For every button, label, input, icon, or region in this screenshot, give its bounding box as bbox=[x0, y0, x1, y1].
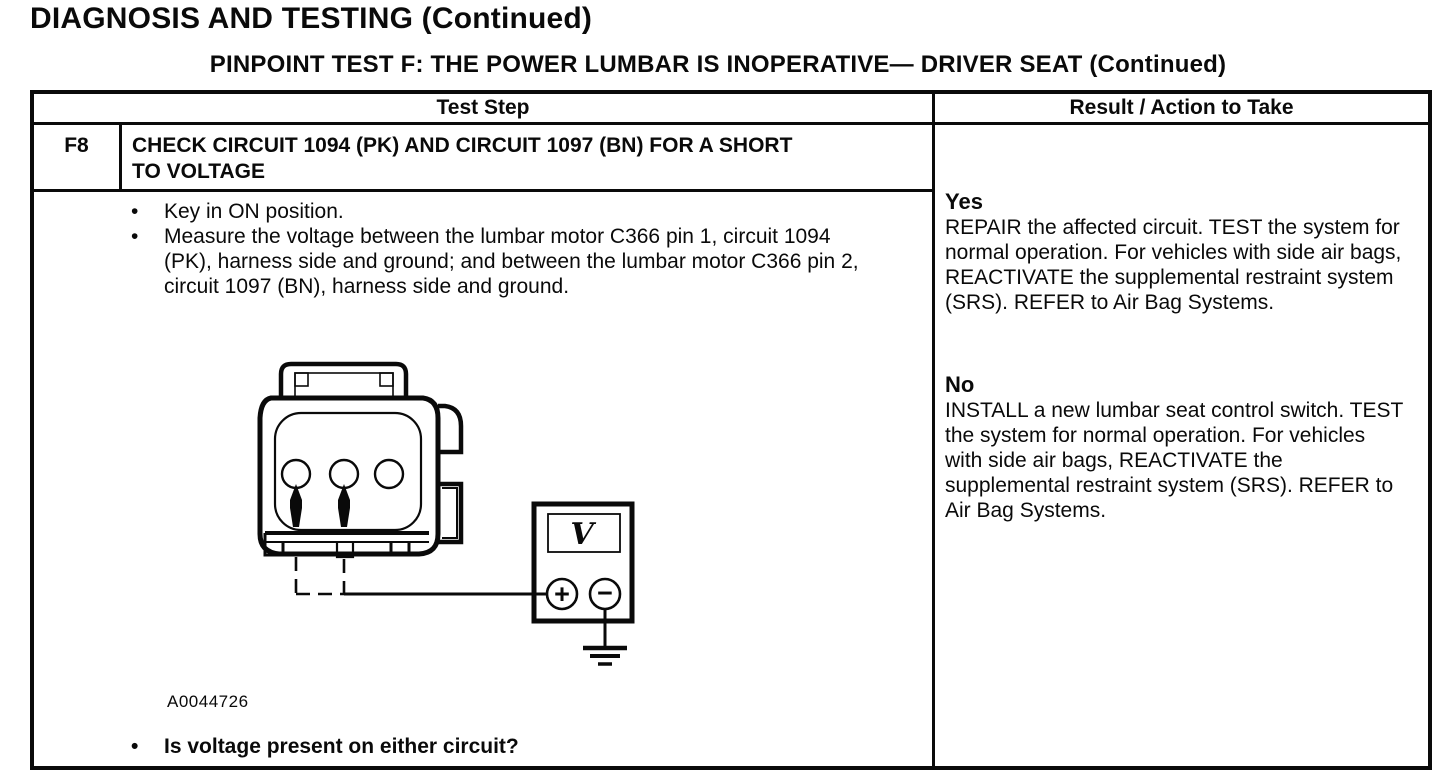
volts-symbol: V bbox=[570, 517, 594, 552]
step-instructions-list bbox=[34, 199, 932, 299]
result-no-block bbox=[945, 372, 1420, 523]
test-step-column bbox=[34, 94, 932, 766]
connector-lock-tab bbox=[281, 364, 406, 400]
connector-right-tab-inner bbox=[442, 488, 457, 538]
test-step-header: Test Step bbox=[34, 94, 932, 125]
step-question bbox=[131, 735, 519, 759]
result-no-label: No bbox=[945, 372, 975, 397]
plus-symbol: + bbox=[554, 579, 570, 609]
result-no-action: INSTALL a new lumbar seat control switch. TEST the system for normal operation. For vehicles with side air bags, REACTIVATE the supplemental restraint system (SRS). REFER to Air Bag Systems. bbox=[945, 399, 1403, 522]
connector-voltmeter-diagram bbox=[241, 356, 661, 678]
list-item bbox=[34, 199, 932, 224]
step-question-text: Is voltage present on either circuit? bbox=[164, 735, 519, 758]
pinpoint-test-subtitle: PINPOINT TEST F: THE POWER LUMBAR IS INOPERATIVE— DRIVER SEAT (Continued) bbox=[209, 51, 1227, 78]
step-id: F8 bbox=[34, 125, 122, 189]
test-probe-2 bbox=[338, 484, 350, 527]
pinpoint-test-table bbox=[30, 90, 1432, 770]
step-title: CHECK CIRCUIT 1094 (PK) AND CIRCUIT 1097 (BN) FOR A SHORT TO VOLTAGE bbox=[132, 134, 793, 183]
result-yes-label: Yes bbox=[945, 189, 983, 214]
result-action-header: Result / Action to Take bbox=[935, 94, 1428, 125]
instruction-text: Measure the voltage between the lumbar motor C366 pin 1, circuit 1094 (PK), harness side and ground; and between the lumbar motor C366 pin 2, circuit 1097 (BN), harness side and ground. bbox=[164, 225, 859, 298]
connector-lock-detail-right bbox=[380, 373, 393, 386]
page-title: DIAGNOSIS AND TESTING (Continued) bbox=[30, 2, 593, 35]
result-yes-block bbox=[945, 189, 1420, 315]
pin-cavity-1 bbox=[282, 460, 310, 488]
connector-right-tab-upper bbox=[438, 406, 461, 452]
test-probe-1 bbox=[290, 484, 302, 527]
pin-cavity-2 bbox=[330, 460, 358, 488]
instruction-text: Key in ON position. bbox=[164, 200, 344, 223]
bullet-icon: • bbox=[131, 200, 139, 223]
result-action-column bbox=[932, 94, 1428, 766]
bullet-icon: • bbox=[131, 735, 139, 758]
bullet-icon: • bbox=[131, 225, 139, 248]
step-title-row bbox=[34, 125, 932, 192]
figure-id-label: A0044726 bbox=[167, 692, 249, 711]
pin-cavity-3 bbox=[375, 460, 403, 488]
list-item bbox=[34, 224, 932, 299]
minus-symbol: − bbox=[597, 578, 613, 608]
result-yes-action: REPAIR the affected circuit. TEST the system for normal operation. For vehicles with side air bags, REACTIVATE the supplemental restraint system (SRS). REFER to Air Bag Systems. bbox=[945, 216, 1402, 314]
connector-lock-tab-inner bbox=[295, 373, 393, 399]
connector-lock-detail-left bbox=[295, 373, 308, 386]
